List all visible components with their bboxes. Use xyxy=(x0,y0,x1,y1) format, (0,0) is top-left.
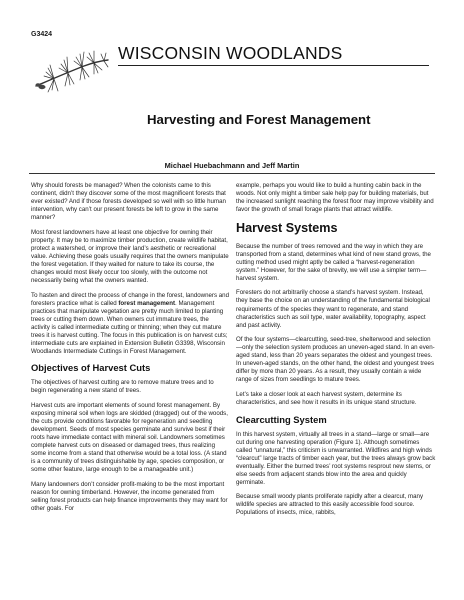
authors: Michael Huebachmann and Jeff Martin xyxy=(164,161,300,170)
pine-branch-icon xyxy=(28,46,110,94)
paragraph: Of the four systems—clearcutting, seed-tree, shelterwood and selection—only the selection system produces an uneven-aged stand. In an even-aged stand, less than 20 years separates the oldest and youngest trees. In uneven-aged stands, on the other hand, the oldest and youngest trees differ by more than 20 years. As a result, they usually contain a wide range of sizes from seedlings to mature trees. xyxy=(236,336,435,384)
paragraph: To hasten and direct the process of change in the forest, landowners and foresters practice what is called forest management. Management practices that manipulate vegetation are pretty much limited to planting trees or cutting them down. When owners cut immature trees, the activity is called intermediate cutting or thinning; when they cut mature trees it is harvest cutting. The focus in this publication is on harvest cuts; intermediate cuts are explained in Extension Bulletin G3398, Wisconsin Woodlands Intermediate Cuttings in Forest Management. xyxy=(31,291,229,355)
paragraph: In this harvest system, virtually all trees in a stand—large or small—are cut during one harvesting operation (Figure 1). Although sometimes called “unnatural,” this criticism is unwarranted. Wildfires and high winds “clearcut” large tracts of timber each year, but the trees always grow back eventually. Either the burned trees’ root systems resprout new stems, or else seeds from adjacent stands blow into the area and quickly germinate. xyxy=(236,430,436,486)
header-rule xyxy=(118,65,429,66)
paragraph: Foresters do not arbitrarily choose a stand’s harvest system. Instead, they base the choice on an understanding of the fundamental biological requirements of the species they want to regenerate, and stand characteristics such as soil type, water availability, topography, aspect and past activity. xyxy=(236,289,430,329)
paragraph: Why should forests be managed? When the colonists came to this continent, didn’t they discover some of the most magnificent forests that ever existed? And if those forests developed so well with so little human intervention, why can’t our present forests be left to grow in the same manner? xyxy=(31,182,226,222)
paragraph: example, perhaps you would like to build a hunting cabin back in the woods. Not only might a timber sale help pay for building materials, but the increased sunlight reaching the forest floor may improve visibility and favor the growth of small forage plants that attract wildlife. xyxy=(236,182,434,214)
section-heading: Objectives of Harvest Cuts xyxy=(31,362,151,374)
paragraph: Because the number of trees removed and the way in which they are transported from a stand, determines what kind of new stand grows, the cutting method used might aptly be called a “harvest-regeneration system.” However, for the sake of brevity, we will use a simpler term—harvest system. xyxy=(236,242,431,282)
paragraph: Because small woody plants proliferate rapidly after a clearcut, many wildlife species are attracted to this easily accessible food source. Populations of insects, mice, rabbits, xyxy=(236,493,424,517)
section-heading: Clearcutting System xyxy=(236,413,327,425)
divider-rule xyxy=(29,173,435,174)
paragraph: Harvest cuts are important elements of sound forest management. By exposing mineral soil when logs are skidded (dragged) out of the woods, the cuts provide conditions favorable for regeneration and seedling development. Seeds of most species germinate and survive best if their roots have immediate contact with mineral soil. Landowners sometimes complete harvest cuts on diseased or damaged trees, thus realizing some income from a stand that otherwise would be a total loss. (A stand is a community of trees distinguishable by age, species composition, or some other feature, large enough to be a manageable unit.) xyxy=(31,402,228,474)
term-forest-management: forest management xyxy=(118,299,176,307)
series-title: WISCONSIN WOODLANDS xyxy=(118,43,343,63)
section-heading: Harvest Systems xyxy=(236,220,338,235)
publication-number: G3424 xyxy=(31,31,53,38)
page-title: Harvesting and Forest Management xyxy=(147,112,371,127)
right-column xyxy=(236,182,436,524)
left-column xyxy=(31,182,229,520)
paragraph: The objectives of harvest cutting are to remove mature trees and to begin regenerating a new stand of trees. xyxy=(31,379,214,395)
paragraph: Many landowners don’t consider profit-making to be the most important reason for owning timberland. However, the income generated from selling forest products can help finance improvements they may want for other goals. For xyxy=(31,480,228,513)
paragraph: Let’s take a closer look at each harvest system, determine its characteristics, and see how it results in its unique stand structure. xyxy=(236,390,417,406)
paragraph: Most forest landowners have at least one objective for owning their property. It may be to maximize timber production, create wildlife habitat, protect a watershed, or improve their land’s aesthetic or recreational value. Achieving these goals usually requires that the owners manipulate the forest vegetation. If they waited for nature to take its course, the changes would most likely occur too slowly, with the outcome not necessarily being what the owners wanted. xyxy=(31,228,229,285)
